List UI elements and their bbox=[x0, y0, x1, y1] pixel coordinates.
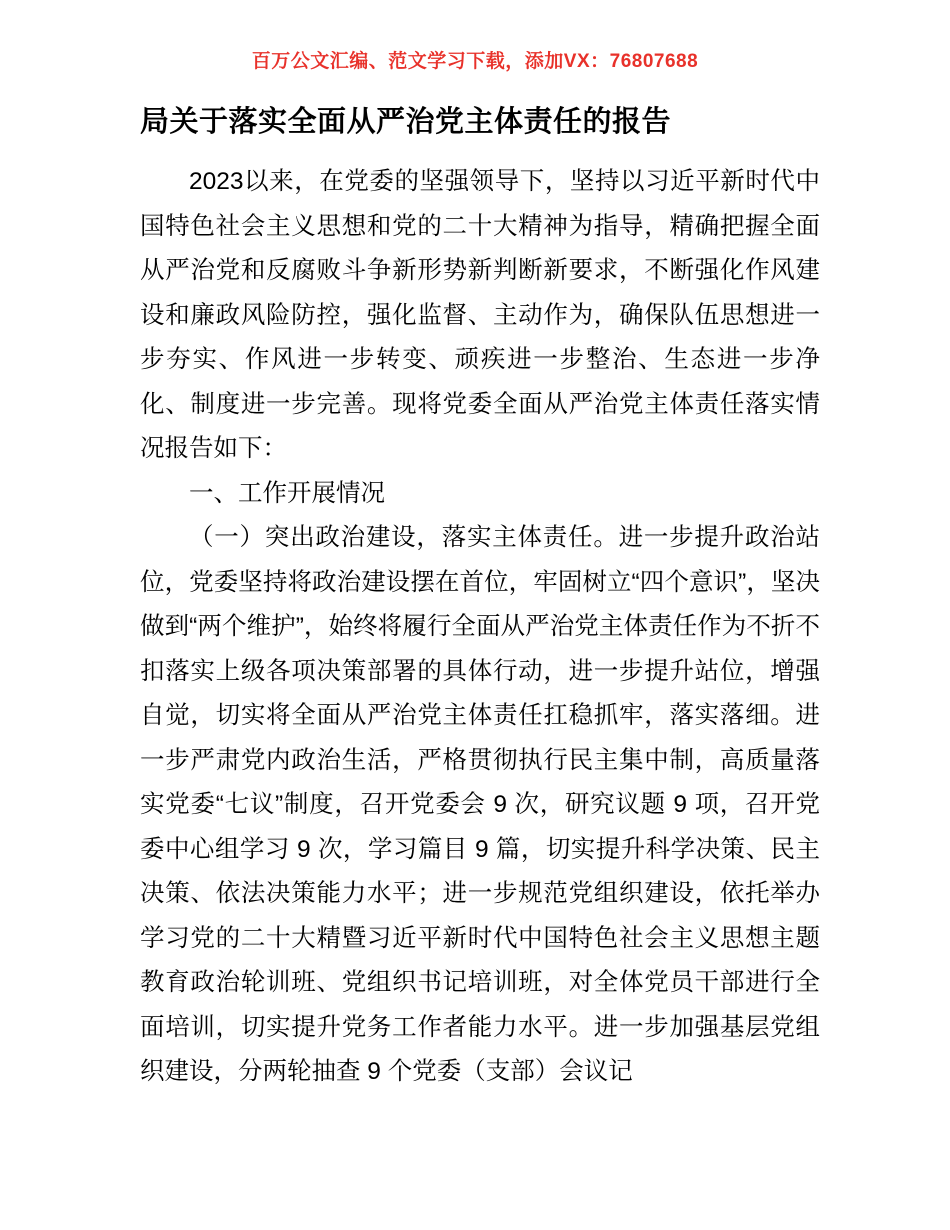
paragraph-subsection-one: （一）突出政治建设，落实主体责任。进一步提升政治站位，党委坚持将政治建设摆在首位，牢固树立“四个意识”，坚决做到“两个维护”，始终将履行全面从严治党主体责任作为不折不扣落实上级各项决策部署的具体行动，进一步提升站位，增强自觉，切实将全面从严治党主体责任扛稳抓牢，落实落细。进一步严肃党内政治生活，严格贯彻执行民主集中制，高质量落实党委“七议”制度，召开党委会 9 次，研究议题 9 项，召开党委中心组学习 9 次，学习篇目 9 篇，切实提升科学决策、民主决策、依法决策能力水平；进一步规范党组织建设，依托举办学习党的二十大精暨习近平新时代中国特色社会主义思想主题教育政治轮训班、党组织书记培训班，对全体党员干部进行全面培训，切实提升党务工作者能力水平。进一步加强基层党组织建设，分两轮抽查 9 个党委（支部）会议记 bbox=[140, 524, 820, 1085]
document-body bbox=[140, 100, 820, 1095]
paragraph-section-heading: 一、工作开展情况 bbox=[189, 479, 385, 507]
paragraph-intro: 2023以来，在党委的坚强领导下，坚持以习近平新时代中国特色社会主义思想和党的二十大精神为指导，精确把握全面从严治党和反腐败斗争新形势新判断新要求，不断强化作风建设和廉政风险防控，强化监督、主动作为，确保队伍思想进一步夯实、作风进一步转变、顽疾进一步整治、生态进一步净化、制度进一步完善。现将党委全面从严治党主体责任落实情况报告如下： bbox=[140, 168, 820, 462]
page-title: 局关于落实全面从严治党主体责任的报告 bbox=[140, 106, 672, 138]
watermark-banner: 百万公文汇编、范文学习下载，添加VX：76807688 bbox=[251, 51, 699, 72]
